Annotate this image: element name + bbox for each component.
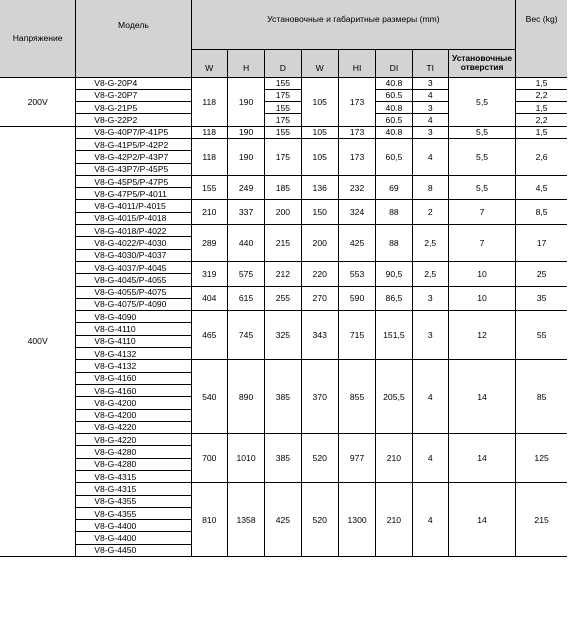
model-cell: V8-G-4132 xyxy=(76,360,191,372)
model-cell: V8-G-4200 xyxy=(76,397,191,409)
h-cell: 1358 xyxy=(227,483,264,557)
header-col-d1: DI xyxy=(376,49,412,77)
model-cell: V8-G-4280 xyxy=(76,446,191,458)
d-cell: 175 xyxy=(265,114,301,126)
model-cell: V8-G-4450 xyxy=(76,544,191,556)
h1-cell: 1300 xyxy=(338,483,375,557)
h1-cell: 590 xyxy=(338,286,375,311)
d1-cell: 69 xyxy=(376,175,412,200)
d-cell: 155 xyxy=(265,77,301,89)
w1-cell: 105 xyxy=(301,138,338,175)
model-cell: V8-G-41P5/P-42P2 xyxy=(76,138,191,150)
d1-cell: 40.8 xyxy=(376,77,412,89)
mount-cell: 14 xyxy=(448,434,515,483)
d1-cell: 60.5 xyxy=(376,89,412,101)
h-cell: 575 xyxy=(227,261,264,286)
w-cell: 118 xyxy=(191,138,227,175)
model-cell: V8-G-4132 xyxy=(76,348,191,360)
weight-cell: 2,6 xyxy=(516,138,567,175)
w1-cell: 343 xyxy=(301,311,338,360)
model-cell: V8-G-21P5 xyxy=(76,102,191,114)
w-cell: 404 xyxy=(191,286,227,311)
model-cell: V8-G-40P7/P-41P5 xyxy=(76,126,191,138)
header-model: Модель xyxy=(76,0,191,77)
model-cell: V8-G-4400 xyxy=(76,532,191,544)
weight-cell: 85 xyxy=(516,360,567,434)
table-row xyxy=(0,126,567,138)
h1-cell: 715 xyxy=(338,311,375,360)
weight-cell: 2,2 xyxy=(516,114,567,126)
header-mount-holes: Установочные отверстия xyxy=(448,49,515,77)
model-cell: V8-G-4022/P-4030 xyxy=(76,237,191,249)
t1-cell: 2,5 xyxy=(412,261,448,286)
w-cell: 118 xyxy=(191,77,227,126)
weight-cell: 4,5 xyxy=(516,175,567,200)
d-cell: 200 xyxy=(265,200,301,225)
h1-cell: 173 xyxy=(338,77,375,126)
table-row xyxy=(0,360,567,372)
model-cell: V8-G-42P2/P-43P7 xyxy=(76,151,191,163)
h-cell: 1010 xyxy=(227,434,264,483)
h-cell: 615 xyxy=(227,286,264,311)
h1-cell: 173 xyxy=(338,138,375,175)
model-cell: V8-G-4045/P-4055 xyxy=(76,274,191,286)
h-cell: 190 xyxy=(227,126,264,138)
w-cell: 118 xyxy=(191,126,227,138)
mount-cell: 12 xyxy=(448,311,515,360)
model-cell: V8-G-20P4 xyxy=(76,77,191,89)
header-voltage: Напряжение xyxy=(0,0,76,77)
w-cell: 155 xyxy=(191,175,227,200)
weight-cell: 17 xyxy=(516,225,567,262)
t1-cell: 3 xyxy=(412,77,448,89)
t1-cell: 3 xyxy=(412,126,448,138)
d1-cell: 60.5 xyxy=(376,114,412,126)
w1-cell: 520 xyxy=(301,434,338,483)
d1-cell: 40.8 xyxy=(376,126,412,138)
w1-cell: 136 xyxy=(301,175,338,200)
h-cell: 440 xyxy=(227,225,264,262)
d-cell: 325 xyxy=(265,311,301,360)
w1-cell: 200 xyxy=(301,225,338,262)
model-cell: V8-G-4160 xyxy=(76,372,191,384)
weight-cell: 1,5 xyxy=(516,102,567,114)
table-row xyxy=(0,261,567,273)
d1-cell: 88 xyxy=(376,225,412,262)
model-cell: V8-G-4075/P-4090 xyxy=(76,298,191,310)
mount-cell: 5,5 xyxy=(448,77,515,126)
t1-cell: 4 xyxy=(412,138,448,175)
header-weight: Вес (kg) xyxy=(516,0,567,77)
model-cell: V8-G-4030/P-4037 xyxy=(76,249,191,261)
model-cell: V8-G-4011/P-4015 xyxy=(76,200,191,212)
mount-cell: 5,5 xyxy=(448,175,515,200)
t1-cell: 3 xyxy=(412,311,448,360)
model-cell: V8-G-4400 xyxy=(76,520,191,532)
h1-cell: 855 xyxy=(338,360,375,434)
h1-cell: 553 xyxy=(338,261,375,286)
h1-cell: 232 xyxy=(338,175,375,200)
mount-cell: 7 xyxy=(448,200,515,225)
w-cell: 700 xyxy=(191,434,227,483)
model-cell: V8-G-45P5/P-47P5 xyxy=(76,175,191,187)
h1-cell: 425 xyxy=(338,225,375,262)
model-cell: V8-G-4090 xyxy=(76,311,191,323)
mount-cell: 5,5 xyxy=(448,138,515,175)
model-cell: V8-G-4200 xyxy=(76,409,191,421)
header-col-h1: HI xyxy=(338,49,375,77)
d-cell: 175 xyxy=(265,138,301,175)
weight-cell: 35 xyxy=(516,286,567,311)
model-cell: V8-G-4110 xyxy=(76,323,191,335)
model-cell: V8-G-4037/P-4045 xyxy=(76,261,191,273)
w-cell: 319 xyxy=(191,261,227,286)
d-cell: 255 xyxy=(265,286,301,311)
w1-cell: 105 xyxy=(301,126,338,138)
model-cell: V8-G-4355 xyxy=(76,495,191,507)
model-cell: V8-G-4055/P-4075 xyxy=(76,286,191,298)
weight-cell: 55 xyxy=(516,311,567,360)
model-cell: V8-G-4315 xyxy=(76,483,191,495)
weight-cell: 8,5 xyxy=(516,200,567,225)
table-row xyxy=(0,483,567,495)
mount-cell: 5,5 xyxy=(448,126,515,138)
table-row xyxy=(0,311,567,323)
model-cell: V8-G-4220 xyxy=(76,421,191,433)
weight-cell: 1,5 xyxy=(516,126,567,138)
d1-cell: 86,5 xyxy=(376,286,412,311)
model-cell: V8-G-4280 xyxy=(76,458,191,470)
header-col-w1: W xyxy=(301,49,338,77)
table-row xyxy=(0,200,567,212)
model-cell: V8-G-4160 xyxy=(76,384,191,396)
d1-cell: 90,5 xyxy=(376,261,412,286)
table-row xyxy=(0,175,567,187)
h-cell: 745 xyxy=(227,311,264,360)
w-cell: 210 xyxy=(191,200,227,225)
d-cell: 175 xyxy=(265,89,301,101)
h-cell: 190 xyxy=(227,77,264,126)
w1-cell: 105 xyxy=(301,77,338,126)
h-cell: 249 xyxy=(227,175,264,200)
w1-cell: 520 xyxy=(301,483,338,557)
w-cell: 810 xyxy=(191,483,227,557)
w-cell: 465 xyxy=(191,311,227,360)
mount-cell: 10 xyxy=(448,261,515,286)
d-cell: 215 xyxy=(265,225,301,262)
table-body xyxy=(0,77,567,557)
t1-cell: 8 xyxy=(412,175,448,200)
model-cell: V8-G-4315 xyxy=(76,471,191,483)
h-cell: 890 xyxy=(227,360,264,434)
header-col-h: H xyxy=(227,49,264,77)
model-cell: V8-G-22P2 xyxy=(76,114,191,126)
weight-cell: 1,5 xyxy=(516,77,567,89)
t1-cell: 3 xyxy=(412,102,448,114)
d-cell: 425 xyxy=(265,483,301,557)
table-header xyxy=(0,0,567,77)
w1-cell: 270 xyxy=(301,286,338,311)
header-col-t1: TI xyxy=(412,49,448,77)
table-row xyxy=(0,286,567,298)
d-cell: 385 xyxy=(265,360,301,434)
d-cell: 212 xyxy=(265,261,301,286)
w-cell: 540 xyxy=(191,360,227,434)
t1-cell: 4 xyxy=(412,114,448,126)
model-cell: V8-G-43P7/P-45P5 xyxy=(76,163,191,175)
d-cell: 185 xyxy=(265,175,301,200)
t1-cell: 4 xyxy=(412,360,448,434)
d1-cell: 210 xyxy=(376,483,412,557)
model-cell: V8-G-47P5/P-4011 xyxy=(76,188,191,200)
header-col-w: W xyxy=(191,49,227,77)
weight-cell: 25 xyxy=(516,261,567,286)
t1-cell: 4 xyxy=(412,89,448,101)
w1-cell: 220 xyxy=(301,261,338,286)
d1-cell: 40.8 xyxy=(376,102,412,114)
header-col-d: D xyxy=(265,49,301,77)
h1-cell: 173 xyxy=(338,126,375,138)
weight-cell: 125 xyxy=(516,434,567,483)
model-cell: V8-G-20P7 xyxy=(76,89,191,101)
t1-cell: 2 xyxy=(412,200,448,225)
w1-cell: 150 xyxy=(301,200,338,225)
voltage-cell: 400V xyxy=(0,126,76,556)
d1-cell: 88 xyxy=(376,200,412,225)
mount-cell: 7 xyxy=(448,225,515,262)
t1-cell: 4 xyxy=(412,434,448,483)
d1-cell: 60,5 xyxy=(376,138,412,175)
h-cell: 337 xyxy=(227,200,264,225)
mount-cell: 14 xyxy=(448,360,515,434)
d-cell: 385 xyxy=(265,434,301,483)
t1-cell: 2,5 xyxy=(412,225,448,262)
d1-cell: 210 xyxy=(376,434,412,483)
h-cell: 190 xyxy=(227,138,264,175)
w1-cell: 370 xyxy=(301,360,338,434)
model-cell: V8-G-4018/P-4022 xyxy=(76,225,191,237)
w-cell: 289 xyxy=(191,225,227,262)
table-row xyxy=(0,138,567,150)
weight-cell: 215 xyxy=(516,483,567,557)
t1-cell: 4 xyxy=(412,483,448,557)
voltage-cell: 200V xyxy=(0,77,76,126)
h1-cell: 324 xyxy=(338,200,375,225)
t1-cell: 3 xyxy=(412,286,448,311)
weight-cell: 2,2 xyxy=(516,89,567,101)
mount-cell: 10 xyxy=(448,286,515,311)
model-cell: V8-G-4220 xyxy=(76,434,191,446)
table-row xyxy=(0,225,567,237)
d-cell: 155 xyxy=(265,126,301,138)
model-cell: V8-G-4110 xyxy=(76,335,191,347)
model-cell: V8-G-4355 xyxy=(76,507,191,519)
table-row xyxy=(0,77,567,89)
d1-cell: 205,5 xyxy=(376,360,412,434)
d1-cell: 151,5 xyxy=(376,311,412,360)
d-cell: 155 xyxy=(265,102,301,114)
header-dimensions-group: Установочные и габаритные размеры (mm) xyxy=(191,0,516,49)
table-row xyxy=(0,434,567,446)
h1-cell: 977 xyxy=(338,434,375,483)
mount-cell: 14 xyxy=(448,483,515,557)
model-cell: V8-G-4015/P-4018 xyxy=(76,212,191,224)
